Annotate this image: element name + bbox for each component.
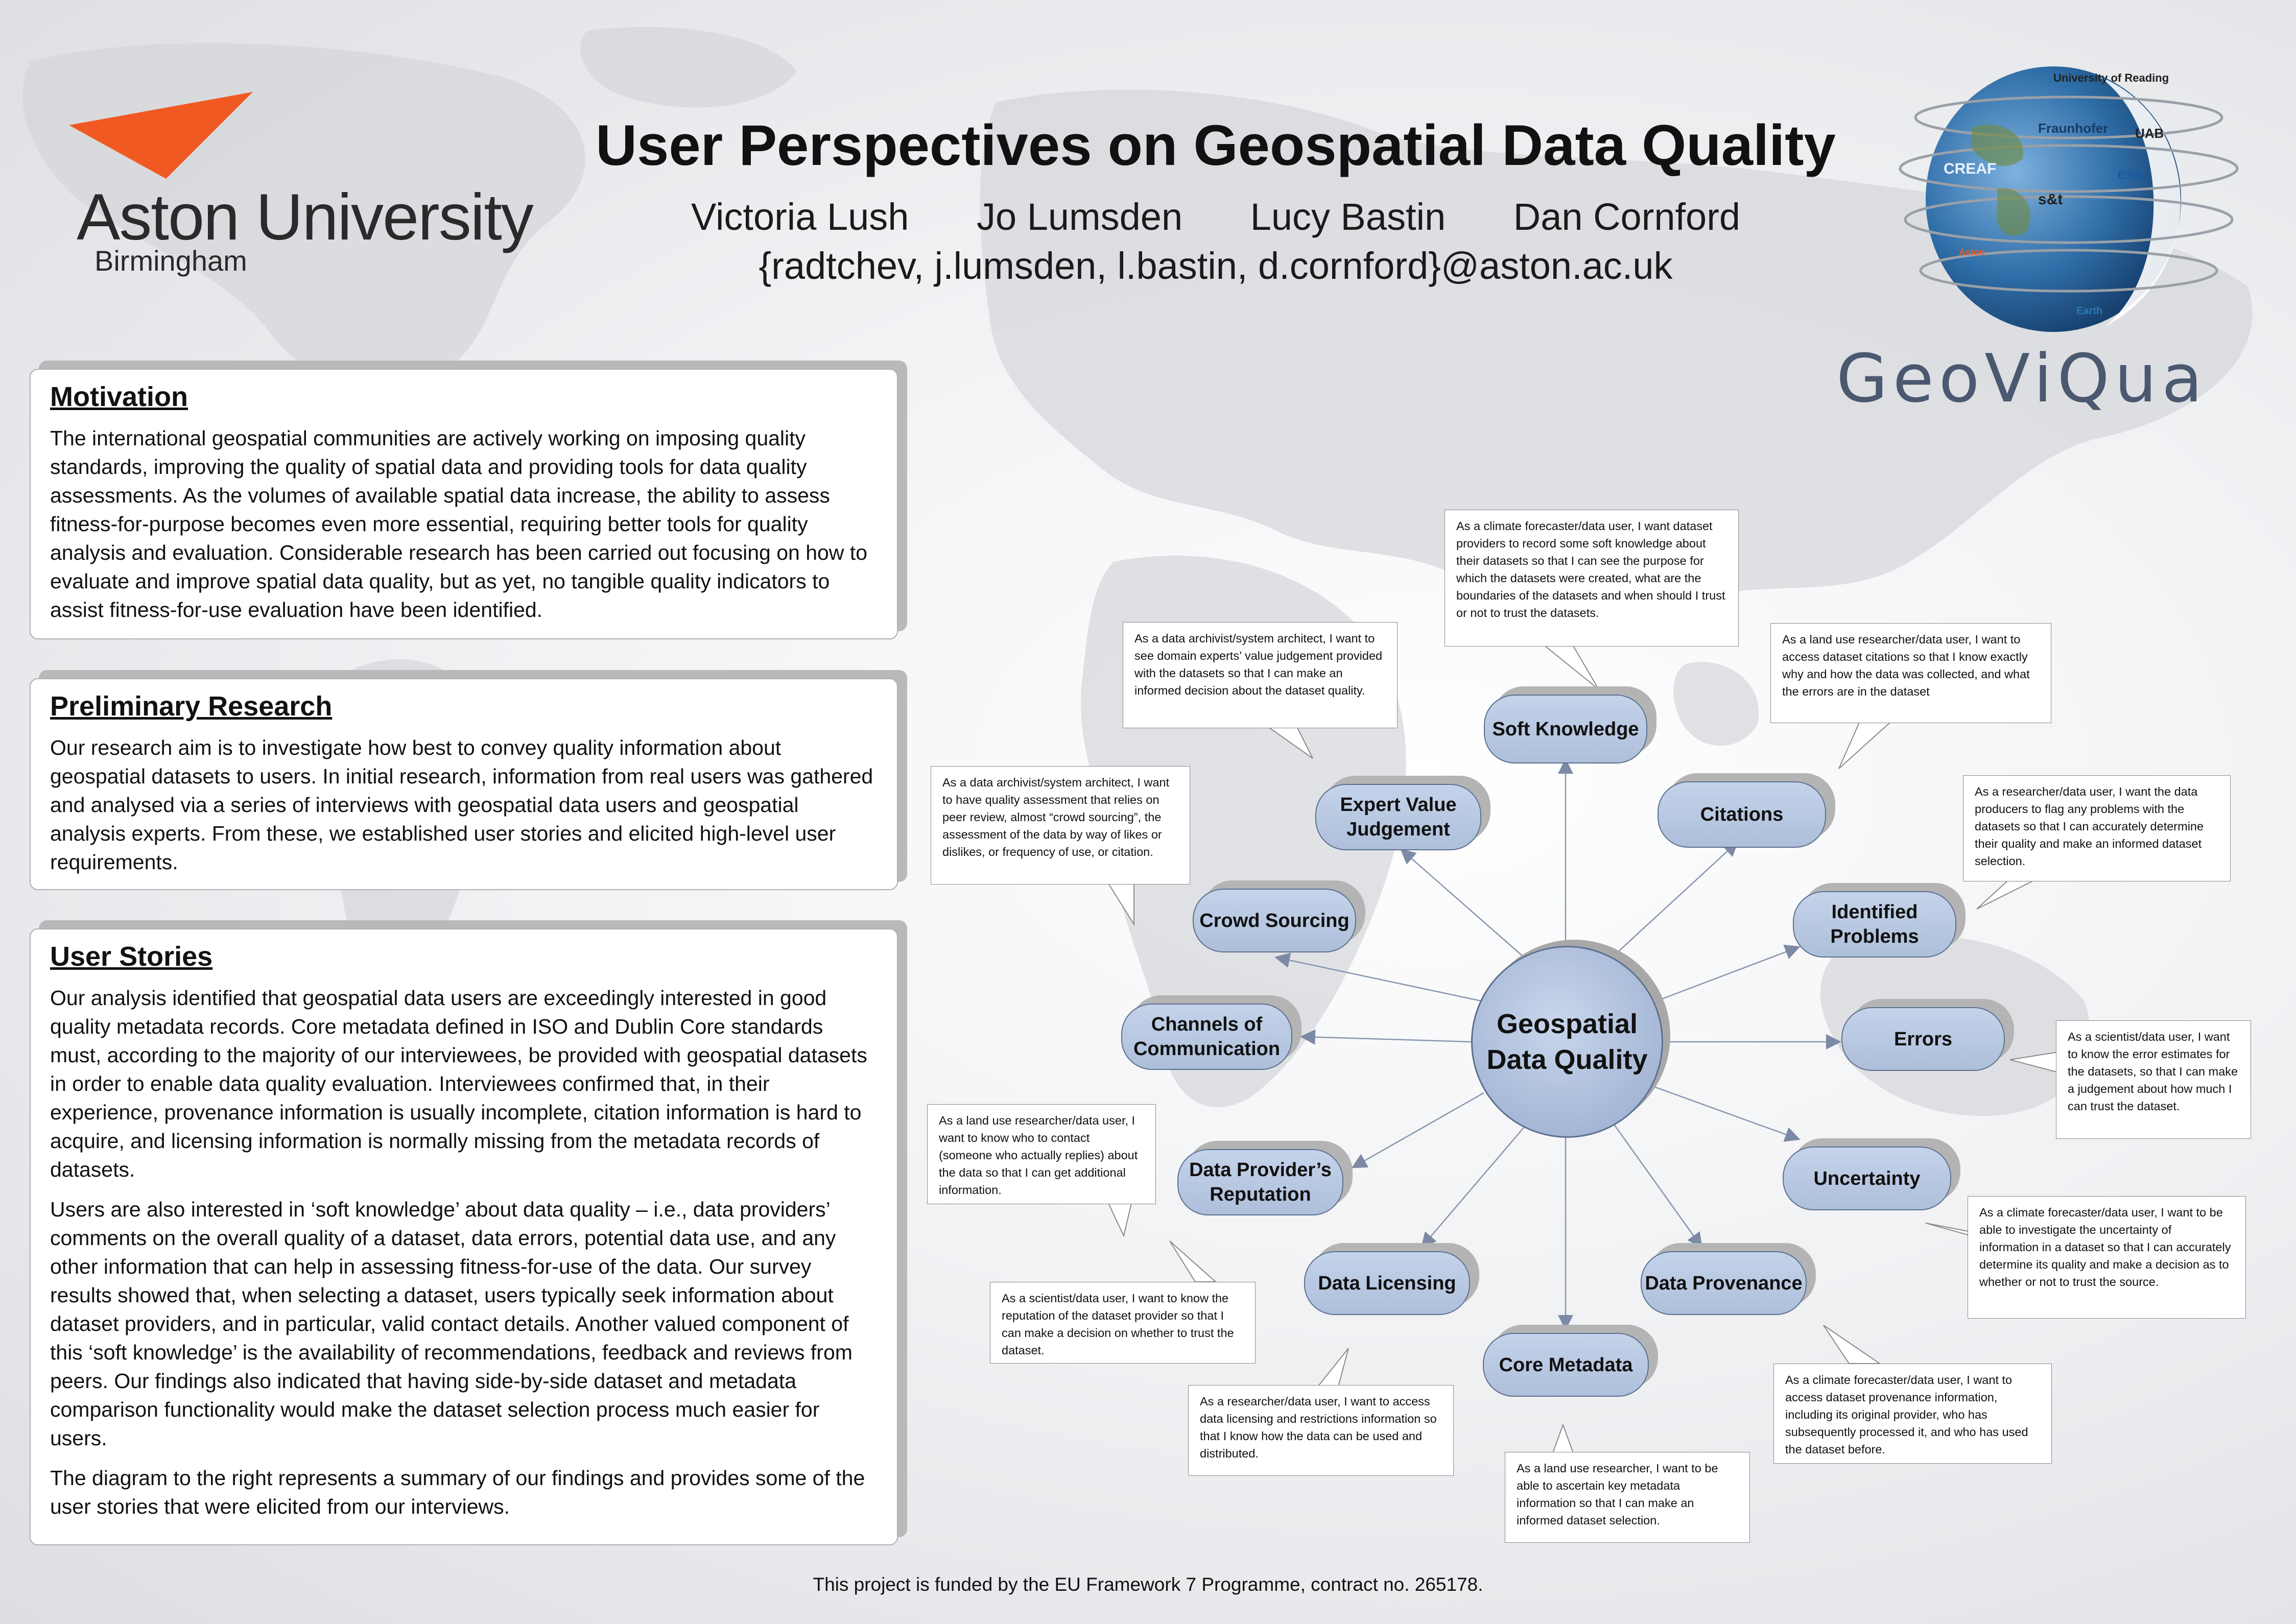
author-emails: {radtchev, j.lumsden, l.bastin, d.cornford}@aston.ac.uk [759, 245, 1673, 287]
story-channels-of-communication: As a land use researcher/data user, I want to know who to contact (someone who actually replies) about the data so that I can get additional information. [927, 1104, 1156, 1204]
partner-label: Aston [1959, 247, 1985, 257]
partner-label: University of Reading [2053, 71, 2169, 84]
story-expert-value-judgement: As a data archivist/system architect, I want to see domain experts’ value judgement provided with the datasets so that I can make an informed decision about the dataset quality. [1123, 622, 1398, 728]
user-stories-text: Users are also interested in ‘soft knowledge’ about data quality – i.e., data providers’ comments on the overall quality of a dataset, data errors, potential data use, and any other information that can help in assessing fitness-for-use of the data. Our survey results showed that, when selecting a dataset, users typically seek information about dataset providers, and in particular, valid contact details. Another valued component of this ‘soft knowledge’ is the availability of recommendations, feedback and reviews from peers. Our findings also indicated that having side-by-side dataset and metadata comparison functionality would make the dataset selection process much easier for users. [50, 1198, 853, 1450]
user-stories-text: Our analysis identified that geospatial data users are exceedingly interested in good quality metadata records. Core metadata defined in ISO and Dublin Core standards must, according to the majority of our interviewees, be provided with geospatial datasets in order to enable data quality evaluation. Interviewees confirmed that, in their experience, provenance information is usually incomplete, citation information is hard to acquire, and licensing information is normally missing from the metadata records of datasets. [50, 986, 867, 1181]
story-errors: As a scientist/data user, I want to know the error estimates for the datasets, so that I can make a judgement about how much I can trust the dataset. [2056, 1020, 2251, 1139]
node-citations: Citations [1658, 781, 1826, 848]
story-citations: As a land use researcher/data user, I want to access dataset citations so that I know exactly why and how the data was collected, and what the errors are in the dataset [1770, 623, 2051, 723]
motivation-text: The international geospatial communities are actively working on imposing quality standards, improving the quality of spatial data and providing tools for data quality assessments. As the volumes of available spatial data increase, the ability to assess fitness-for-purpose becomes even more essential, requiring better tools for quality analysis and evaluation. Considerable research has been carried out focusing on how to evaluate and improve spatial data quality, but as yet, no tangible quality indicators to assist fitness-for-use evaluation have been identified. [50, 426, 868, 622]
node-identified-problems: Identified Problems [1793, 891, 1956, 958]
aston-logo-city: Birmingham [94, 245, 247, 277]
story-data-provenance: As a climate forecaster/data user, I want to access dataset provenance information, including its original provider, who has subsequently processed it, and who has used the dataset before. [1773, 1364, 2052, 1464]
partner-label: UAB [2135, 126, 2164, 141]
partner-label: esa [2117, 165, 2143, 182]
node-uncertainty: Uncertainty [1783, 1147, 1951, 1210]
author-name: Lucy Bastin [1250, 196, 1446, 238]
author-name: Victoria Lush [691, 196, 909, 238]
motivation-heading: Motivation [50, 381, 188, 412]
partner-label: CREAF [1944, 160, 1997, 177]
node-soft-knowledge: Soft Knowledge [1484, 695, 1647, 763]
story-data-licensing: As a researcher/data user, I want to access data licensing and restrictions information so that I know how the data can be used and distributed. [1188, 1385, 1454, 1476]
story-crowd-sourcing: As a data archivist/system architect, I want to have quality assessment that relies on peer review, almost “crowd sourcing”, the assessment of the data by way of likes or dislikes, or frequency of use, or citation. [931, 766, 1190, 885]
poster-title: User Perspectives on Geospatial Data Quality [596, 113, 1836, 177]
geoviqua-logo: GeoViQua [1836, 340, 2208, 417]
partner-label: s&t [2038, 191, 2063, 208]
funding-footer: This project is funded by the EU Framework 7 Programme, contract no. 265178. [813, 1574, 1483, 1595]
node-errors: Errors [1841, 1007, 2005, 1071]
node-channels-of-communication: Channels of Communication [1121, 1004, 1292, 1070]
author-name: Dan Cornford [1513, 196, 1741, 238]
node-core-metadata: Core Metadata [1483, 1333, 1649, 1397]
partner-label: Earth [2076, 305, 2103, 317]
node-crowd-sourcing: Crowd Sourcing [1193, 889, 1356, 952]
story-data-providers-reputation: As a scientist/data user, I want to know the reputation of the dataset provider so that I can make a decision on whether to trust the dataset. [990, 1282, 1256, 1364]
node-data-provenance: Data Provenance [1641, 1251, 1807, 1315]
center-node-geospatial-data-quality: Geospatial Data Quality [1471, 946, 1663, 1138]
node-data-licensing: Data Licensing [1304, 1251, 1470, 1315]
story-core-metadata: As a land use researcher, I want to be able to ascertain key metadata information so that I can make an informed dataset selection. [1505, 1452, 1750, 1543]
preliminary-research-heading: Preliminary Research [50, 691, 333, 722]
user-stories-text: The diagram to the right represents a summary of our findings and provides some of the user stories that were elicited from our interviews. [50, 1466, 865, 1518]
preliminary-research-text: Our research aim is to investigate how best to convey quality information about geospatial datasets to users. In initial research, information from real users was gathered and analysed via a series of interviews with geospatial data users and geospatial analysis experts. From these, we established user stories and elicited high-level user requirements. [50, 736, 873, 874]
node-expert-value-judgement: Expert Value Judgement [1315, 784, 1481, 850]
story-identified-problems: As a researcher/data user, I want the data producers to flag any problems with the datasets so that I can accurately determine their quality and make an informed dataset selection. [1963, 775, 2231, 881]
aston-logo-name: Aston University [77, 181, 533, 254]
author-name: Jo Lumsden [976, 196, 1183, 238]
partner-label: Fraunhofer [2038, 121, 2109, 136]
user-stories-heading: User Stories [50, 941, 213, 972]
story-uncertainty: As a climate forecaster/data user, I want to be able to investigate the uncertainty of information in a dataset so that I can accurately determine its quality and make a decision as to whether or not to trust the source. [1968, 1196, 2246, 1319]
node-data-providers-reputation: Data Provider’s Reputation [1177, 1149, 1343, 1215]
story-soft-knowledge: As a climate forecaster/data user, I want dataset providers to record some soft knowledge about their datasets so that I can see the purpose for which the datasets were created, what are the boundaries of the datasets and when should I trust or not to trust the datasets. [1445, 510, 1739, 647]
